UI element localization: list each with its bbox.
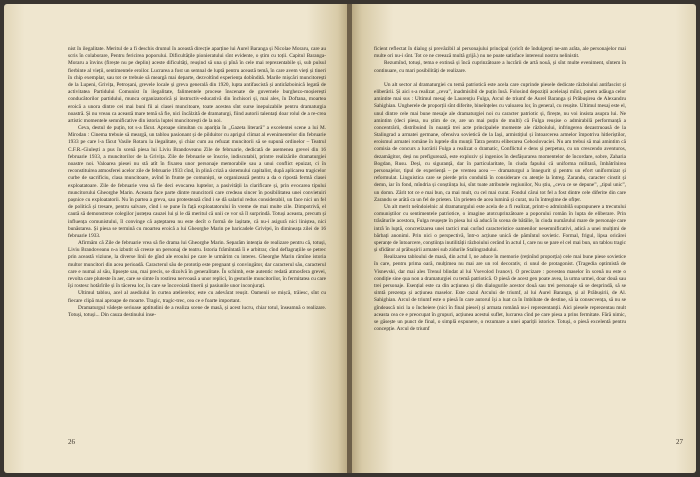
paragraph: Rezumînd, totuși, tema e extinsă și încă cuprinzătoare a lucrării de artă nouă, și sînt multe eveniment, sîntem în continuare, cu mari posibilități de realizare. bbox=[374, 60, 626, 74]
left-page bbox=[4, 4, 348, 473]
left-page-text bbox=[68, 46, 326, 319]
paragraph: Afirmăm că Zile de februarie vrea să fie drama lui Gheorghe Marin. Separăm intenția de realizare pentru că, totuși, Liviu Brandoveanu n-a izbutit să creeze un personaj de teatru. Istoria frămîntată îi e arbitrar, cînd deflagrațiile se petrec prin această viziune, la diverse linii de gînd ale eroului pe care le urmărim cu interes. Gheorghe Marin rămîne istoria multor muncitori din acea perioadă. Caracterul său de prototip este pregnant și convingător, dar caracterul său, caracterul care e numai al său, lipsește sau, mai precis, se dizolvă în generalitate. În schimb, este autentic redată atmosfera grevei, revolta care pluteste în aer, care se simte în rostirea nervoasă a unor replici, în gesturile muncitorilor, în fermitatea cu care își rostesc hotărîrile și în tăcerea lor, în care se încovoiată tinerii și pasiunile unor inconjurați. bbox=[68, 240, 326, 290]
paragraph: Cevа, destul de puțin, tot s-a făcut. Aproape simultan cu apariția în „Gazeta literară” a excelentei scene a lui M. Mirodan : Cinema trebuie să meargă, un tablou pasionant și de pilduitor cu aprigul climat al evenimentelor din februarie 1933 pe care l-a făcut Vasile Rotaru la ilegalitate, și chiar cum au refuzat muncitorii să se supună ordinelor – Teatrul C.F.R.-Giulești a pus în scenă piesa lui Liviu Brandoveanu Zile de februarie, dedicată de asemenea grevei din 16 februarie 1933, a muncitorilor de la Grivița. Zile de februarie se înscrie, indiscutabil, printre realizările dramaturgiei noastre noi. Valoarea piesei nu stă atît în fixarea unor personaje memorabile sau a unui conflict epuizat, ci în reconstituirea atmosferei acelor zile de februarie 1933 cînd, în plină criză a sistemului capitalist, după aplicarea tragicelor curbe de sacrificiu, clasa muncitoare, avînd în frunte pe comuniști, se organizează pentru a da o ripostă fermă clasei exploatatoare. Zile de februarie vrea să fie deci evocarea luptelor, a pasivității la clarificare și, prin evocarea tipului muncitorului Gheorghe Marin. Aceasta face parte dintre muncitorii care credeau sincer în posibilitatea unei convietuiri pașnice cu exploatatorii. Nu în partea a greva, sau protestează cînd i se dă salariul redus considerabil, un face nici un fel de politică și tresare, pentru salvare, cînd i se pune în față exploatatorului în vreme de mai multe zile. Dimpotrivă, el caută să demonstreze colegilor justețea cauzei lui și le dă meritul că unii ce vor să îl surprindă. Totuși aceasta, precum și influența comunistului, îl convinge că așteptarea nu este decît o formă de lașitate, că nu-i asigură nici liniștea, nici bunăstarea. Și piesa se termină cu moartea eroică a lui Gheorghe Marin pe baricadele Griviței, în dimineața zilei de 16 februarie 1933. bbox=[68, 125, 326, 239]
paragraph: nist în ilegalitate. Meritul de a fi deschis drumul în această direcție aparține lui Aurel Baranga și Nicolae Moraru, care au scris în colaborare, Pentru fericirea poporului. Dificultățile pionieratului sînt evidente, o știm cu toții. Capitul Baranga-Moraru a învins (firește nu pe deplin) aceste dificultăți, reușind să una și pînă în cele mai reprezentabile și, sub pulsul fierbinte al vieții, sentimentele eroilor. Lucrarea a fost un semnal de luptă pentru această temă, în care avem vieți și tineri în chip exemplar, sau tot ce trebuie să meargă mai departe, dezvoltînd experiența dobîndită. Marile mișcări muncitorești de la Lupeni, Grivița, Petroșani, grevele locale și greva generală din 1920, lupta antifascistă și antirăzboinică legată de activitatea Partidului Comunist în ilegalitate, falimentele procese înscenate de guvernele burghezo-moșierești conducătorilor partidului, munca organizatorică și instructiv-educativă din închisori și, mai ales, în Doftana, moartea eroică a unora dintre cei mai buni fii ai clasei muncitoare, toate acestea sînt surse inepuizabile pentru dramaturgia noastră. Și nu vreau ca această mare temă să fie, nici încălzită de dramaturgi, fiind autorii talentați doar rolul de a re-crea artistic momentele semnificative din istoria luptei muncitorești de la noi. bbox=[68, 46, 326, 124]
paragraph: ficient reflectat în dialog și prevăzibil al personajului principal (oricît de îndulgenți ne-am arăta, ale personajelor mai multe ori nu-i sînt. Tot ce ne creează multă grijă.) nu ne poate satisface interesul nostru nelinistit. bbox=[374, 46, 626, 60]
page-number-right: 27 bbox=[676, 438, 683, 446]
paragraph: Realizarea tabloului de masă, din actul I, ne aduce în memorie (reținînd proporția) cele mai bune piese sovietice în care, pentru prima oară, mulțimea nu mai are un rol decorativ, ci unul de protagonist. (Tragedia optimistă de Visnevski, dar mai ales Trenul blindat al lui Vsevolod Ivanov). O precizare : povestea maselor în scenă nu este o condiție sine qua non a dramaturgiei cu temă patriotică. O piesă de acest gen poate avea, la urma urmei, doar două sau trei personaje. Esențial este ca din acțiunea și din dialogurile acestor două sau trei personaje să se desprindă, să se simtă prezența și acțiunea maselor. Este cazul Arcului de triumf, al lui Aurel Baranga, și al Prăbușirii, de Al. Sahighian. Arcul de triumf este o piesă în care autorul își a luat ca în îmbibate de destine, să ia consecvența, să nu se gîndească nici la o încheiere (nici în final piesei) și armata română nu-i reprezentanții. Aici piesele reprezentau mult aceasta cea ce e preocupat în grupuri, acțiunea acestui suflet, lucrarea cînd pe care piesa a prins fermitate. Fără nimic, se găsește un punct de final, o simplă expunere, o rezumare a unei apariții istorice. Totuși, o piesă excelentă pentru concepție. Arcul de triumf bbox=[374, 254, 626, 333]
paragraph: Dramaturgul vădește serioase aptitudini de a realiza scene de masă, și acest lucru, chiar totul, înseamnă o realizare. Totuși, totuși... Din cauza destinului inse- bbox=[68, 304, 326, 318]
page-number-left: 26 bbox=[68, 438, 75, 446]
right-page bbox=[352, 4, 696, 473]
paragraph: Un alt sector al dramaturgiei cu temă patriotică este acela care cuprinde piesele dedicate războiului antifascist și eliberării. Și aici s-a realizat „ceva”, inadmisibil de puțin însă. Folosind depoziții aceleiași mîini, putem adăuga celor amintite mai sus : Ultimul mesaj de Laurențiu Fulga, Arcul de triumf de Aurel Baranga și Prăbușirea de Alexandru Sahighian. Ungherele de proporții sînt diferite, bineînțeles cu valoarea lor, în general, cu reușite. Ultimul mesaj este el, unul dintre cele mai bune mesaje ale dramaturgiei noi cu caracter patriotic și, firește, nu voi insista asupra lui. Ne amintim (deci piesa, nu știm de ce, are un mai puțin de multi) că Fulga reușise o admirabilă performanță a concentrării, distribuind în nuanță trei acte principalele momente ale războiului, infringerea dezastruoasă de la Stalingrad a armatei germane, ofensiva sovietică de la Iași, armistițiul și întoarcerea armelor împotriva hitleriștilor, eroismul armatei române în luptele din munții Tatra pentru eliberarea Cehoslovaciei. Nu am trebui să mai amintim că comisia de concurs a lucrării Fulga a realizat o dramatic, Conflictul e dens și perpetuu, cu un crescendo aventuros, dezamăgitor, deși nu prefigurează, este exploziv și ingenios în desfășurarea momentelor de încordare, sobre, Zaharia Bogdan, Rusu. Deși, cu siguranță, dar în particularitate, în ciuda fapului că uniforma militară, îmbătrînirea personajelor, tipul de experiență – pe vremea acea — dramaturgul a înnegurit și pentru un efort uniformizat și reformulat. Linguistica care se pierde prin conduită în considerare cu atenție la întreg. Zarandu, caracter cinstit și demn, iar în fond, mîndria și conștiința lui, sînt toate atributele regiunilor, Nu știu, „ceva ce se depune”, „tipul unic”, un domn. Zărit tot ce e mai bun, ca mai mult, cu cel mai curat. Fondul cărui tot fel a fost dintre cele diferite din care Zarandu se arătă ca un fel de prieten. Un prieten de acea lumină și curat, nu în întregime de ofițer. bbox=[374, 81, 626, 203]
paragraph: Un alt merit neîndoielnic al dramaturgului este acela de a fi realizat, printr-o admirabilă suprapunere a trecutului comuniștilor cu sentimentele patriotice, o imagine atotcuprinzătoare a poporului român în lupta de eliberare. Prin trăsăturile acestora, Fulga reușește în piesa lui să aducă în scena de bătălie, în ciuda numărului mare de personaje care intră în luptă, concretizarea unei tactici mai curînd caracteristice oamenilor nesemnificativi, adică a unei mulțimi de bărbați anonimi. Prin nici o perspectivă, într-o acțiune unică de pămîntul sovietic. Formal, frigul, lipsa oricărei speranțe de întoarcere, conștiința inutilității războiului cerând în actul I, care nu se pare el cel mai bun, un tablou tragic și sfidător al prăbușirii armatei sub zidurile Stalingradului. bbox=[374, 203, 626, 254]
right-page-text bbox=[374, 46, 626, 333]
book-spread bbox=[4, 4, 696, 473]
paragraph: Ultimul tablou, acel al asediului în curtea atelierelor, este cu adevărat reușit. Oamenii se mișcă, trăiesc, sînt cu fiecare clipă mai aproape de moarte. Tragic, tragic-trec, cea ce e foarte important. bbox=[68, 290, 326, 304]
